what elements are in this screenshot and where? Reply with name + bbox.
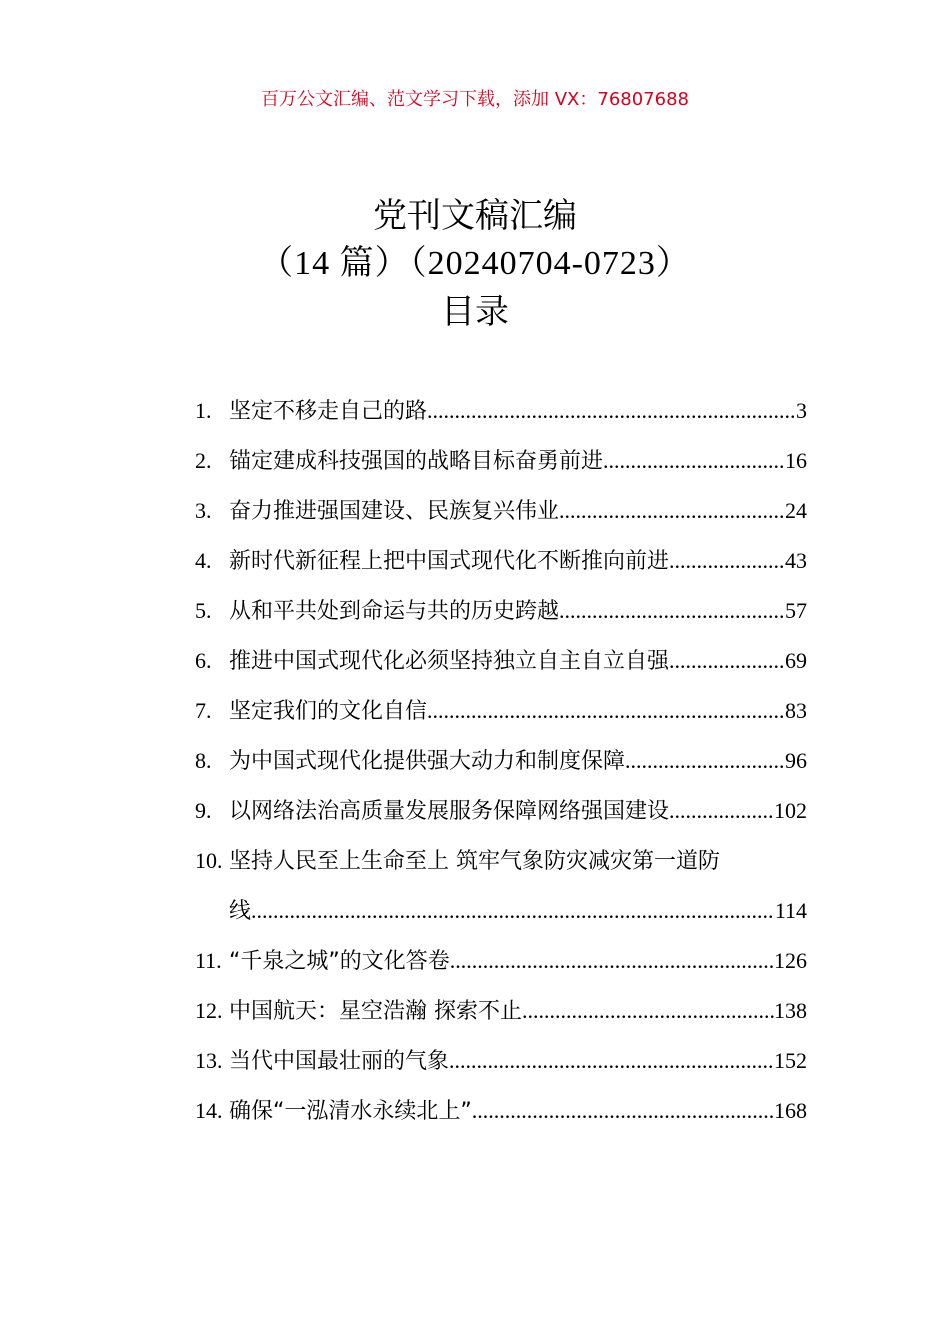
toc-entry-number: 3. (195, 498, 212, 523)
toc-entry-title: 坚定不移走自己的路 (229, 399, 428, 424)
toc-entry-number: 9. (195, 798, 212, 823)
toc-entry-page: 24 (785, 498, 807, 523)
toc-entry-number: 2. (195, 448, 212, 473)
toc-entry[interactable] (195, 486, 807, 536)
toc-entry[interactable] (195, 386, 807, 436)
title-block (0, 192, 950, 336)
toc-entry-number: 10. (195, 848, 223, 873)
toc-entry-page: 69 (785, 648, 807, 673)
toc-entry-number: 5. (195, 598, 212, 623)
toc-entry-title: 当代中国最壮丽的气象 (229, 1049, 450, 1074)
toc-entry-page: 3 (796, 398, 807, 423)
toc-entry-page: 138 (774, 998, 807, 1023)
toc-entry-title: 从和平共处到命运与共的历史跨越 (229, 599, 560, 624)
toc-entry-continuation[interactable] (195, 886, 807, 936)
toc-entry[interactable] (195, 1086, 807, 1136)
toc-dot-leader (522, 986, 774, 1036)
toc-entry[interactable] (195, 536, 807, 586)
toc-entry[interactable] (195, 686, 807, 736)
toc-dot-leader (603, 436, 785, 486)
toc-entry-number: 13. (195, 1048, 223, 1073)
toc-entry-page: 96 (785, 748, 807, 773)
toc-entry-number: 11. (195, 948, 222, 973)
toc-entry-title: 为中国式现代化提供强大动力和制度保障 (229, 749, 626, 774)
toc-entry-page: 168 (774, 1098, 807, 1123)
toc-entry-number: 4. (195, 548, 212, 573)
toc-dot-leader (251, 886, 775, 936)
doc-title: 党刊文稿汇编 (373, 196, 577, 236)
toc-entry-page: 57 (785, 598, 807, 623)
toc-entry[interactable] (195, 986, 807, 1036)
toc-entry-page: 152 (774, 1048, 807, 1073)
toc-entry-title: 坚持人民至上生命至上 筑牢气象防灾减灾第一道防 (229, 849, 720, 874)
toc-dot-leader (427, 386, 796, 436)
toc-entry-number: 7. (195, 698, 212, 723)
toc-entry-title: 新时代新征程上把中国式现代化不断推向前进 (229, 549, 670, 574)
toc-entry-page: 16 (785, 448, 807, 473)
toc-entry-number: 12. (195, 998, 223, 1023)
toc-dot-leader (472, 1086, 774, 1136)
toc-entry-title: 中国航天：星空浩瀚 探索不止 (229, 999, 522, 1024)
toc-entry[interactable] (195, 936, 807, 986)
toc-dot-leader (669, 536, 785, 586)
toc-entry-page: 126 (774, 948, 807, 973)
watermark-note: 百万公文汇编、范文学习下载，添加 VX：76807688 (261, 89, 689, 110)
toc-dot-leader (669, 636, 785, 686)
toc-entry[interactable] (195, 636, 807, 686)
toc-dot-leader (427, 686, 785, 736)
toc-entry-title: 确保“一泓清水永续北上” (229, 1099, 472, 1124)
table-of-contents (195, 386, 807, 1136)
toc-dot-leader (449, 1036, 774, 1086)
toc-entry[interactable] (195, 736, 807, 786)
toc-entry-number: 14. (195, 1098, 223, 1123)
toc-entry-number: 6. (195, 648, 212, 673)
toc-dot-leader (559, 586, 785, 636)
toc-entry-title: “千泉之城”的文化答卷 (229, 949, 450, 974)
toc-entry-title: 以网络法治高质量发展服务保障网络强国建设 (229, 799, 670, 824)
toc-dot-leader (669, 786, 774, 836)
toc-entry-title: 奋力推进强国建设、民族复兴伟业 (229, 499, 560, 524)
toc-entry[interactable] (195, 436, 807, 486)
toc-entry[interactable] (195, 786, 807, 836)
toc-entry-page: 83 (785, 698, 807, 723)
toc-entry[interactable] (195, 586, 807, 636)
toc-dot-leader (625, 736, 785, 786)
toc-entry-number: 1. (195, 398, 212, 423)
toc-dot-leader (450, 936, 774, 986)
toc-entry-page: 43 (785, 548, 807, 573)
toc-dot-leader (559, 486, 785, 536)
toc-entry[interactable] (195, 1036, 807, 1086)
toc-entry-page: 114 (774, 898, 807, 923)
doc-subtitle: （14 篇）（20240704-0723） (259, 245, 691, 282)
toc-entry-title: 锚定建成科技强国的战略目标奋勇前进 (229, 449, 604, 474)
toc-entry-number: 8. (195, 748, 212, 773)
toc-entry-title: 推进中国式现代化必须坚持独立自主自立自强 (229, 649, 670, 674)
toc-heading: 目录 (441, 292, 509, 332)
toc-entry-title-cont: 线 (229, 899, 252, 924)
toc-entry-title: 坚定我们的文化自信 (229, 699, 428, 724)
toc-entry-page: 102 (774, 798, 807, 823)
toc-entry[interactable] (195, 836, 807, 886)
